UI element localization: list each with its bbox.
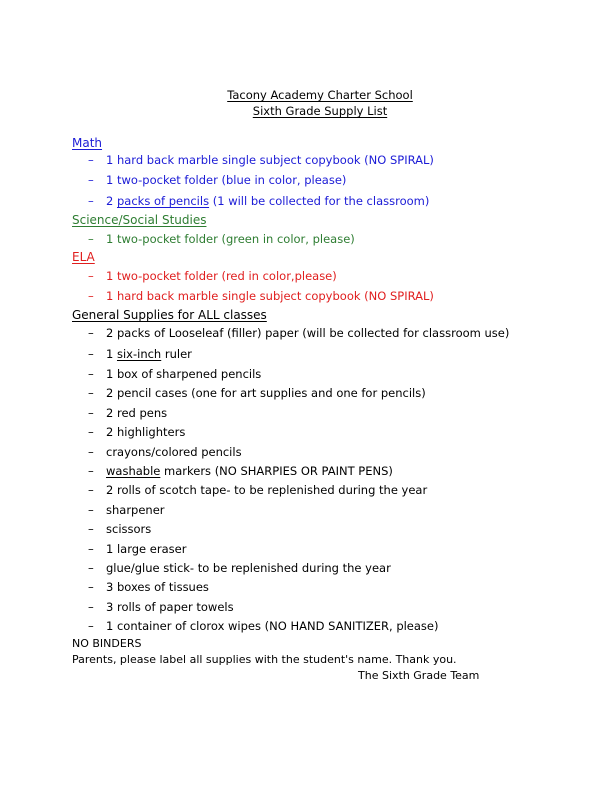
math-item: – 1 two-pocket folder (blue in color, please): [88, 173, 347, 187]
general-item: – glue/glue stick- to be replenished during the year: [88, 561, 391, 575]
ela-item: – 1 two-pocket folder (red in color,please): [88, 269, 337, 283]
general-item: – 1 six-inch ruler: [88, 347, 192, 361]
general-section-title: General Supplies for ALL classes: [72, 308, 267, 322]
general-item: – 1 box of sharpened pencils: [88, 367, 262, 381]
science-item: – 1 two-pocket folder (green in color, please): [88, 232, 355, 246]
general-item: – 3 rolls of paper towels: [88, 600, 234, 614]
math-item: – 2 packs of pencils (1 will be collected for the classroom): [88, 194, 430, 208]
parents-note: Parents, please label all supplies with the student's name. Thank you.: [72, 653, 457, 666]
math-item: – 1 hard back marble single subject copybook (NO SPIRAL): [88, 153, 434, 167]
science-section-title: Science/Social Studies: [72, 213, 207, 227]
general-item: – 1 container of clorox wipes (NO HAND SANITIZER, please): [88, 619, 439, 633]
general-item: – 2 red pens: [88, 406, 168, 420]
general-item: – scissors: [88, 522, 152, 536]
no-binders-note: NO BINDERS: [72, 637, 142, 650]
school-name: Tacony Academy Charter School: [227, 88, 413, 102]
list-title: Sixth Grade Supply List: [252, 104, 388, 118]
general-item: – 2 rolls of scotch tape- to be replenished during the year: [88, 483, 428, 497]
signature: The Sixth Grade Team: [358, 669, 480, 682]
general-item: – 2 pencil cases (one for art supplies and one for pencils): [88, 386, 426, 400]
math-section-title: Math: [72, 136, 103, 150]
general-item: – 2 packs of Looseleaf (filler) paper (will be collected for classroom use): [88, 326, 510, 340]
ela-section-title: ELA: [72, 250, 95, 264]
general-item: – sharpener: [88, 503, 165, 517]
general-item: – 2 highlighters: [88, 425, 186, 439]
general-item: – 3 boxes of tissues: [88, 580, 209, 594]
general-item: – 1 large eraser: [88, 542, 187, 556]
general-item: – crayons/colored pencils: [88, 445, 242, 459]
ela-item: – 1 hard back marble single subject copybook (NO SPIRAL): [88, 289, 434, 303]
general-item: – washable markers (NO SHARPIES OR PAINT PENS): [88, 464, 393, 478]
